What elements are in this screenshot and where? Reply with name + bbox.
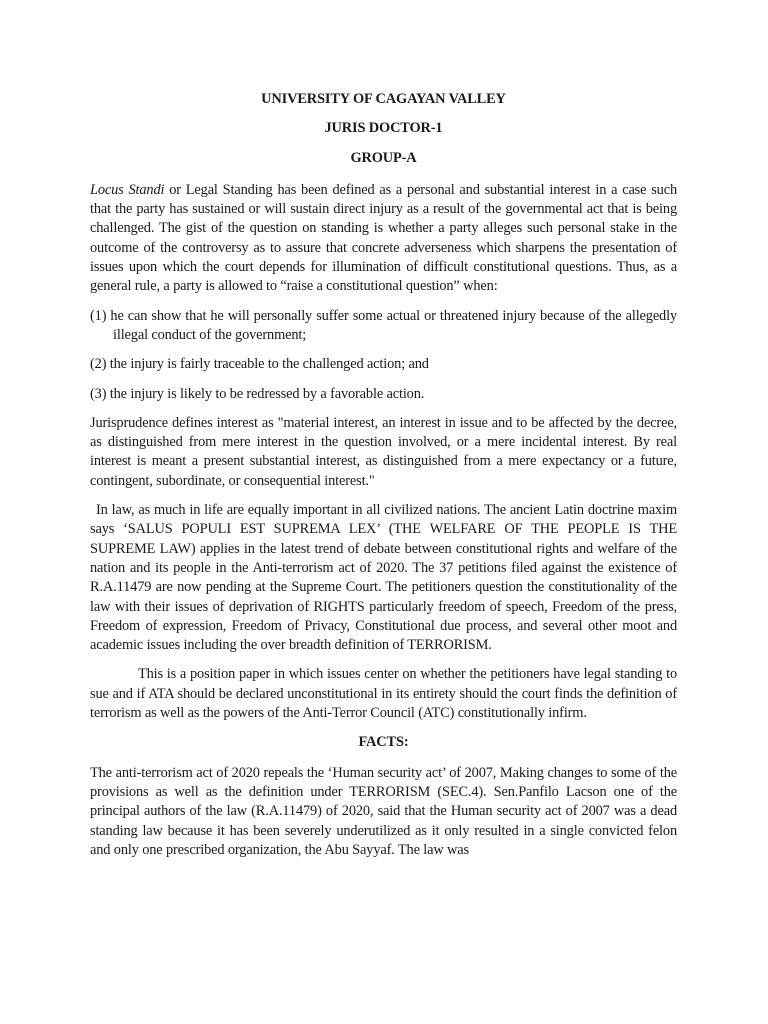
program-title: JURIS DOCTOR-1 (324, 120, 443, 137)
intro-text: or Legal Standing has been defined as a personal and substantial interest in a case such that the party has sustained or will sustain direct injury as a result of the governmental act that is being challenged. The gist of the question on standing is whether a party alleges such personal stake in the outcome of the controversy as to assure that concrete adverseness which sharpens the presentation of issues upon which the court depends for illumination of difficult constitutional questions. Thus, as a general rule, a party is allowed to “raise a constitutional question” when: (90, 181, 677, 295)
group-title: GROUP-A (350, 149, 417, 166)
facts-paragraph: The anti-terrorism act of 2020 repeals the ‘Human security act’ of 2007, Making changes to some of the provisions as well as the definition under TERRORISM (SEC.4). Sen.Panfilo Lacson one of the principal authors of the law (R.A.11479) of 2020, said that the Human security act of 2007 was a dead standing law because it has been severely underutilized as it only resulted in a single convicted felon and only one prescribed organization, the Abu Sayyaf. The law was (90, 764, 677, 858)
condition-item-3: (3) the injury is likely to be redressed by a favorable action. (90, 385, 425, 402)
jurisprudence-paragraph: Jurisprudence defines interest as "material interest, an interest in issue and to be affected by the decree, as distinguished from mere interest in the question involved, or a mere incidental interest. By real interest is meant a present substantial interest, as distinguished from a mere expectancy or a future, contingent, subordinate, or consequential interest." (90, 414, 677, 489)
university-title: UNIVERSITY OF CAGAYAN VALLEY (261, 91, 506, 107)
locus-standi-term: Locus Standi (90, 181, 165, 198)
condition-item-2: (2) the injury is fairly traceable to the challenged action; and (90, 356, 429, 373)
document-page (90, 90, 677, 870)
law-paragraph: In law, as much in life are equally important in all civilized nations. The ancient Latin doctrine maxim says ‘SALUS POPULI EST SUPREMA LEX’ (THE WELFARE OF THE PEOPLE IS THE SUPREME LAW) applies in the latest trend of debate between constitutional rights and welfare of the nation and its people in the Anti-terrorism act of 2020. The 37 petitions filed against the existence of R.A.11479 are now pending at the Supreme Court. The petitioners question the constitutionality of the law with their issues of deprivation of RIGHTS particularly freedom of speech, Freedom of the press, Freedom of expression, Freedom of Privacy, Constitutional due process, and several other moot and academic issues including the over breadth definition of TERRORISM. (90, 502, 677, 654)
intro-paragraph (90, 181, 677, 297)
condition-item-1: (1) he can show that he will personally suffer some actual or threatened injury because of the allegedly illegal conduct of the government; (90, 307, 677, 343)
facts-heading: FACTS: (358, 734, 409, 751)
position-paragraph: This is a position paper in which issues center on whether the petitioners have legal standing to sue and if ATA should be declared unconstitutional in its entirety should the court finds the definition of terrorism as well as the powers of the Anti-Terror Council (ATC) constitutionally infirm. (90, 666, 677, 722)
